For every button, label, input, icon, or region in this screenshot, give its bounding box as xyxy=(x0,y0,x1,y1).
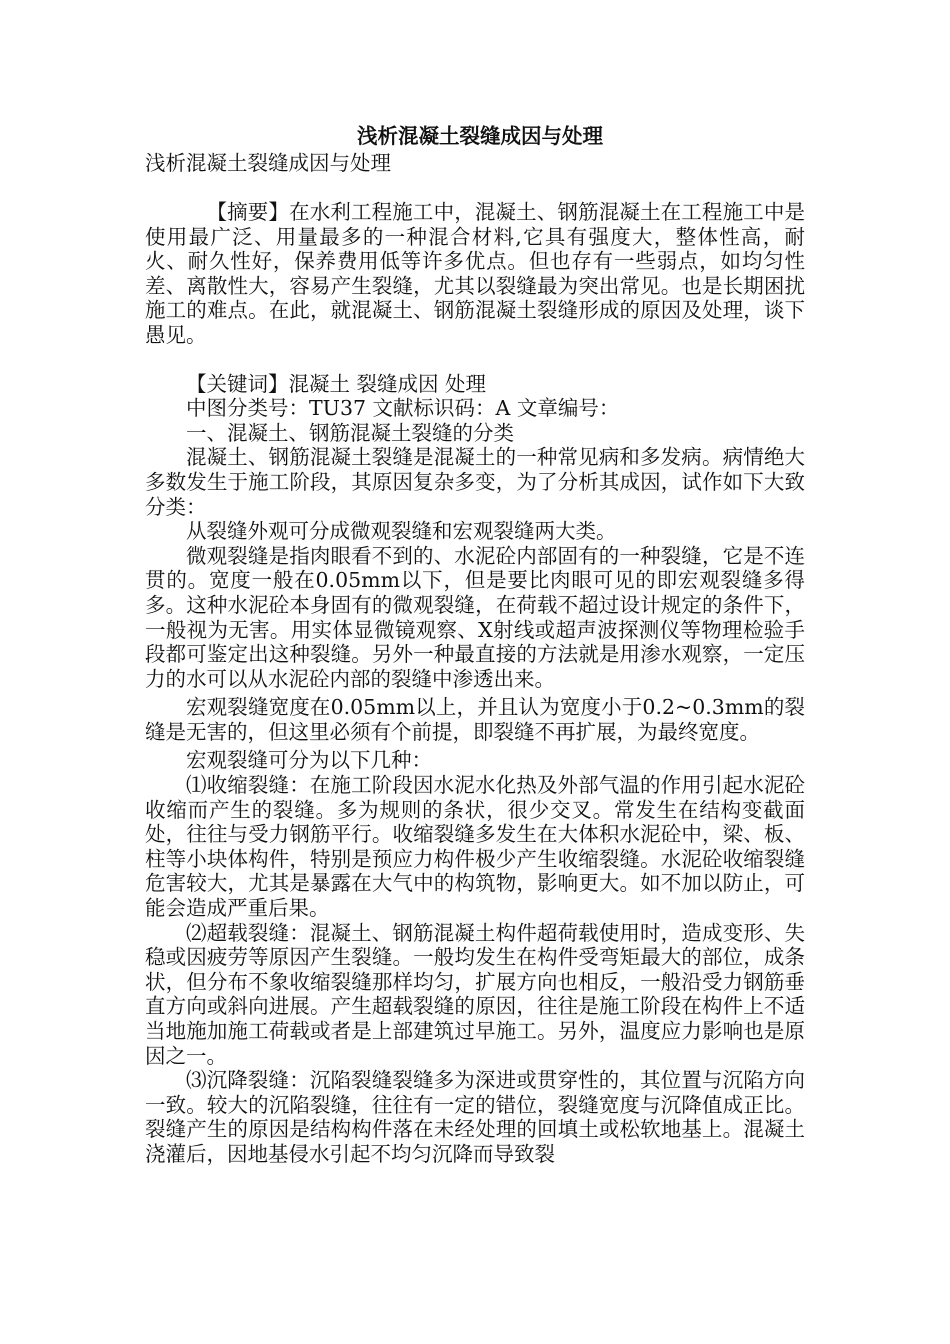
blank-line xyxy=(145,348,805,372)
body-paragraph: ⑴收缩裂缝：在施工阶段因水泥水化热及外部气温的作用引起水泥砼收缩而产生的裂缝。多为规则的条状，很少交叉。常发生在结构变截面处，往往与受力钢筋平行。收缩裂缝多发生在大体积水泥砼中，梁、板、柱等小块体构件，特别是预应力构件极少产生收缩裂缝。水泥砼收缩裂缝危害较大，尤其是暴露在大气中的构筑物，影响更大。如不加以防止，可能会造成严重后果。 xyxy=(145,773,805,921)
document-subtitle: 浅析混凝土裂缝成因与处理 xyxy=(145,151,391,175)
body-paragraph: 从裂缝外观可分成微观裂缝和宏观裂缝两大类。 xyxy=(186,519,617,544)
keywords-line: 【关键词】混凝土 裂缝成因 处理 xyxy=(186,371,487,396)
section-heading: 一、混凝土、钢筋混凝土裂缝的分类 xyxy=(186,420,514,445)
body-paragraph: 混凝土、钢筋混凝土裂缝是混凝土的一种常见病和多发病。病情绝大多数发生于施工阶段，其原因复杂多变，为了分析其成因，试作如下大致分类： xyxy=(145,445,805,519)
classification-line: 中图分类号：TU37 文献标识码：A 文章编号： xyxy=(186,396,620,421)
body-paragraph: 宏观裂缝宽度在0.05mm以上，并且认为宽度小于0.2~0.3mm的裂缝是无害的，但这里必须有个前提，即裂缝不再扩展，为最终宽度。 xyxy=(145,695,805,744)
body-paragraph: 微观裂缝是指肉眼看不到的、水泥砼内部固有的一种裂缝，它是不连贯的。宽度一般在0.05mm以下，但是要比肉眼可见的即宏观裂缝多得多。这种水泥砼本身固有的微观裂缝，在荷载不超过设计规定的条件下，一般视为无害。用实体显微镜观察、X射线或超声波探测仪等物理检验手段都可鉴定出这种裂缝。另外一种最直接的方法就是用渗水观察，一定压力的水可以从水泥砼内部的裂缝中渗透出来。 xyxy=(145,543,805,691)
document-page xyxy=(145,122,805,1167)
blank-line xyxy=(145,176,805,200)
body-paragraph: ⑵超载裂缝：混凝土、钢筋混凝土构件超荷载使用时，造成变形、失稳或因疲劳等原因产生裂缝。一般均发生在构件受弯矩最大的部位，成条状，但分布不象收缩裂缝那样均匀，扩展方向也相反，一般沿受力钢筋垂直方向或斜向进展。产生超载裂缝的原因，往往是施工阶段在构件上不适当地施加施工荷载或者是上部建筑过早施工。另外，温度应力影响也是原因之一。 xyxy=(145,920,805,1068)
abstract-paragraph: 【摘要】在水利工程施工中，混凝土、钢筋混凝土在工程施工中是使用最广泛、用量最多的一种混合材料,它具有强度大，整体性高，耐火、耐久性好，保养费用低等许多优点。但也存有一些弱点，如均匀性差、离散性大，容易产生裂缝，尤其以裂缝最为突出常见。也是长期困扰施工的难点。在此，就混凝土、钢筋混凝土裂缝形成的原因及处理，谈下愚见。 xyxy=(145,200,805,347)
body-paragraph: ⑶沉降裂缝：沉陷裂缝裂缝多为深进或贯穿性的，其位置与沉陷方向一致。较大的沉陷裂缝，往往有一定的错位，裂缝宽度与沉降值成正比。裂缝产生的原因是结构构件落在未经处理的回填土或松软地基上。混凝土浇灌后，因地基侵水引起不均匀沉降而导致裂 xyxy=(145,1068,805,1166)
body-paragraph: 宏观裂缝可分为以下几种： xyxy=(186,748,432,773)
document-title: 浅析混凝土裂缝成因与处理 xyxy=(357,124,603,148)
